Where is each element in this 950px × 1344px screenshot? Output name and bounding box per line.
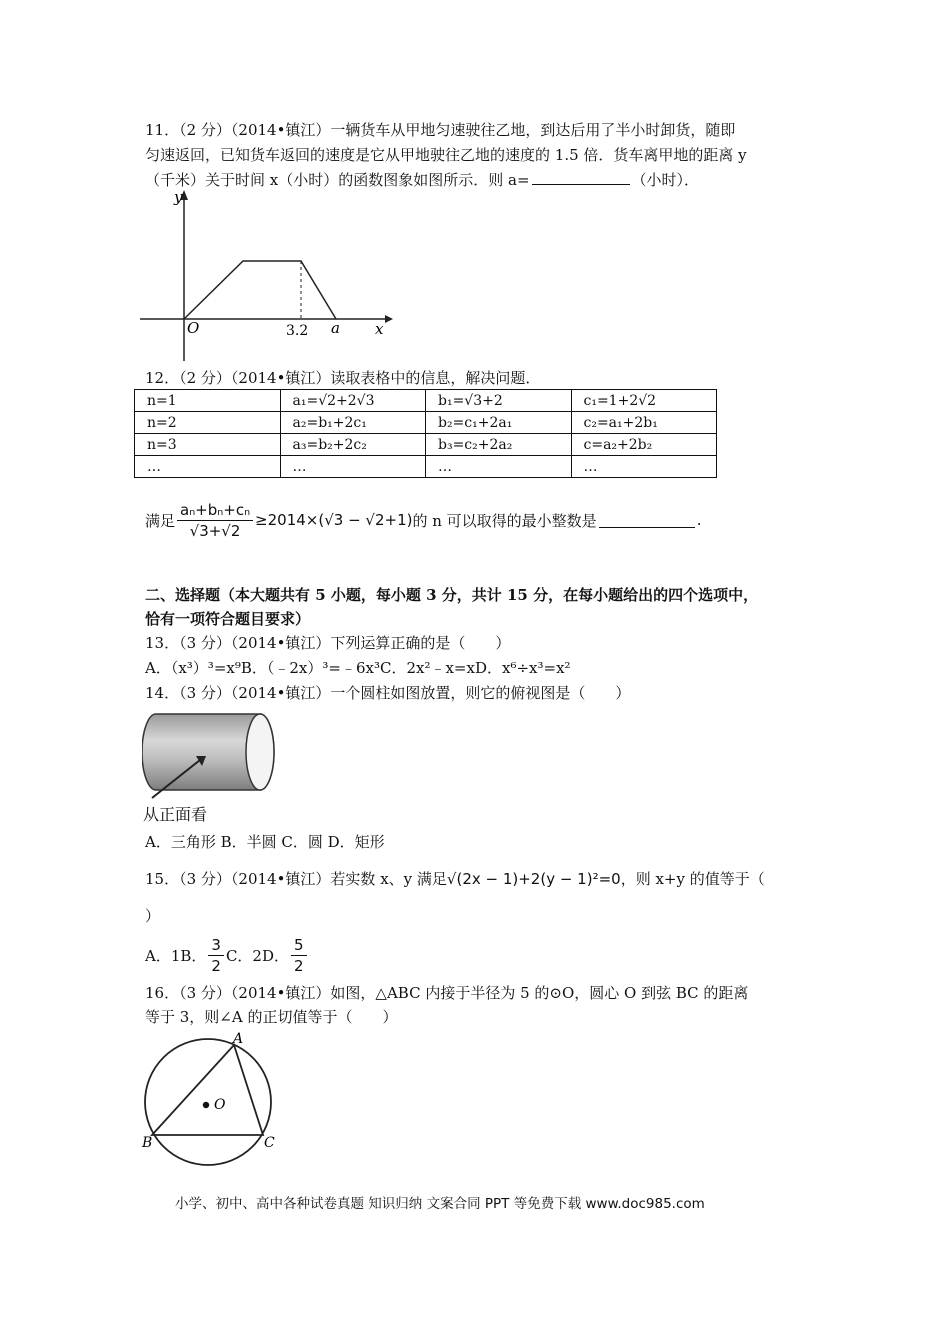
fraction-denominator: √3+√2 bbox=[189, 521, 241, 540]
label-A: A bbox=[233, 1031, 244, 1047]
table-cell: … bbox=[571, 456, 717, 478]
q15-option-d-fraction bbox=[291, 935, 307, 976]
q16-line1: 16．（3 分）（2014•镇江）如图，△ABC 内接于半径为 5 的⊙O，圆心 O 到弦 BC 的距离 bbox=[145, 984, 749, 1002]
q15-option-a: A．1B． bbox=[145, 946, 207, 965]
tick-label-3.2: 3.2 bbox=[286, 323, 309, 339]
fraction-numerator: 5 bbox=[291, 935, 307, 956]
circle-triangle-figure bbox=[138, 1030, 288, 1175]
q14-options[interactable]: A．三角形 B．半圆 C．圆 D．矩形 bbox=[145, 833, 385, 851]
table-cell: n=2 bbox=[135, 412, 281, 434]
q11-line2: 匀速返回，已知货车返回的速度是它从甲地驶往乙地的速度的 1.5 倍．货车离甲地的距离 y bbox=[145, 146, 747, 164]
q16-line2: 等于 3，则∠A 的正切值等于（ ） bbox=[145, 1008, 398, 1026]
label-C: C bbox=[264, 1135, 275, 1151]
q13-options[interactable]: A．（x³）³=x⁹B．（﹣2x）³=﹣6x³C．2x²﹣x=xD．x⁶÷x³=x² bbox=[145, 659, 571, 677]
table-cell: b₁=√3+2 bbox=[426, 390, 572, 412]
q15-line2: ） bbox=[145, 907, 161, 925]
q15-stem-post: ，则 x+y 的值等于（ bbox=[620, 870, 765, 888]
table-row bbox=[135, 456, 717, 478]
table-row bbox=[135, 390, 717, 412]
q14-stem: 14．（3 分）（2014•镇江）一个圆柱如图放置，则它的俯视图是（ ） bbox=[145, 684, 631, 702]
q15-stem-pre: 15．（3 分）（2014•镇江）若实数 x、y 满足 bbox=[145, 870, 447, 888]
table-cell: n=1 bbox=[135, 390, 281, 412]
x-axis-label: x bbox=[375, 320, 384, 338]
q12-cond-pre: 满足 bbox=[145, 511, 176, 530]
q15-option-c: C．2D． bbox=[225, 946, 290, 965]
label-O: O bbox=[214, 1097, 226, 1113]
fraction-denominator: 2 bbox=[211, 956, 221, 975]
q15-option-b-fraction bbox=[208, 935, 224, 976]
q15-expression: √(2x − 1)+2(y − 1)²=0 bbox=[446, 870, 621, 888]
table-cell: a₂=b₁+2c₁ bbox=[280, 412, 426, 434]
table-cell: … bbox=[280, 456, 426, 478]
q12-fraction bbox=[177, 500, 253, 541]
q11-line3-text: （千米）关于时间 x（小时）的函数图象如图所示．则 a= bbox=[145, 171, 530, 189]
q13-stem: 13．（3 分）（2014•镇江）下列运算正确的是（ ） bbox=[145, 634, 511, 652]
table-cell: b₂=c₁+2a₁ bbox=[426, 412, 572, 434]
answer-blank-q11[interactable] bbox=[532, 170, 630, 185]
q15-options[interactable] bbox=[145, 933, 309, 977]
q12-condition bbox=[145, 496, 701, 544]
fraction-numerator: aₙ+bₙ+cₙ bbox=[177, 500, 253, 521]
y-axis-label: y bbox=[174, 188, 183, 206]
graph-polyline bbox=[184, 261, 336, 319]
q11-line3-end: （小时）． bbox=[631, 171, 700, 189]
page-footer: 小学、初中、高中各种试卷真题 知识归纳 文案合同 PPT 等免费下载 www.doc985.com bbox=[175, 1196, 705, 1212]
table-cell: b₃=c₂+2a₂ bbox=[426, 434, 572, 456]
cylinder-end bbox=[246, 714, 274, 790]
cylinder-caption: 从正面看 bbox=[143, 805, 208, 824]
table-cell: a₃=b₂+2c₂ bbox=[280, 434, 426, 456]
table-cell: n=3 bbox=[135, 434, 281, 456]
section2-heading-line2: 恰有一项符合题目要求） bbox=[145, 610, 311, 628]
q12-cond-post: 的 n 可以取得的最小整数是 bbox=[412, 511, 597, 530]
fraction-denominator: 2 bbox=[294, 956, 304, 975]
triangle-abc bbox=[152, 1045, 263, 1135]
table-cell: … bbox=[426, 456, 572, 478]
origin-label: O bbox=[187, 319, 200, 337]
x-axis-arrow bbox=[385, 315, 393, 323]
answer-blank-q12[interactable] bbox=[599, 513, 695, 528]
table-row bbox=[135, 434, 717, 456]
center-point bbox=[203, 1102, 209, 1108]
fraction-numerator: 3 bbox=[208, 935, 224, 956]
table-cell: … bbox=[135, 456, 281, 478]
table-cell: c₁=1+2√2 bbox=[571, 390, 717, 412]
q12-info-table bbox=[134, 389, 717, 478]
q12-stem: 12．（2 分）（2014•镇江）读取表格中的信息，解决问题． bbox=[145, 369, 541, 387]
section2-heading-line1: 二、选择题（本大题共有 5 小题，每小题 3 分，共计 15 分，在每小题给出的四个选项中， bbox=[145, 586, 759, 604]
q12-inequality: ≥2014×(√3 − √2+1) bbox=[255, 511, 413, 529]
table-cell: a₁=√2+2√3 bbox=[280, 390, 426, 412]
tick-label-a: a bbox=[331, 319, 340, 337]
q15-stem bbox=[145, 866, 765, 892]
table-cell: c₂=a₁+2b₁ bbox=[571, 412, 717, 434]
table-row bbox=[135, 412, 717, 434]
table-cell: c=a₂+2b₂ bbox=[571, 434, 717, 456]
label-B: B bbox=[142, 1135, 153, 1151]
q11-line1: 11．（2 分）（2014•镇江）一辆货车从甲地匀速驶往乙地，到达后用了半小时卸货，随即 bbox=[145, 121, 736, 139]
q11-distance-time-graph bbox=[140, 186, 400, 366]
q12-cond-end: . bbox=[696, 511, 702, 529]
